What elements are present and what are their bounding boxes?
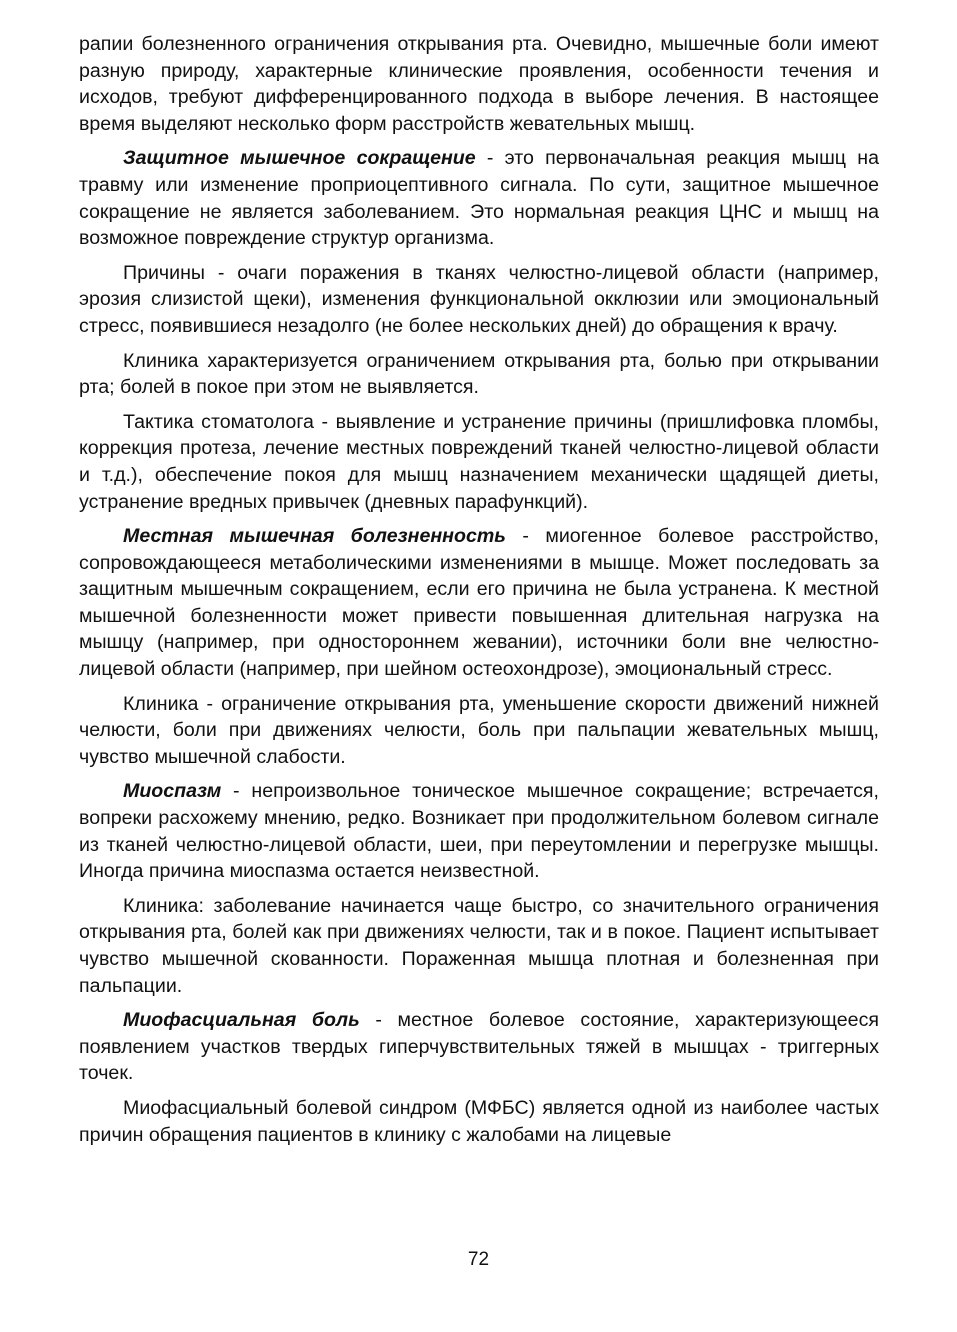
paragraph-text: - местное болевое состояние, характеризующееся появлением участков твердых гиперчувствительных тяжей в мышцах - триггерных точек.	[79, 1009, 879, 1085]
term-heading: Миоспазм	[123, 780, 222, 803]
paragraph	[79, 1095, 879, 1148]
paragraph	[79, 260, 879, 340]
paragraph	[79, 1007, 879, 1087]
paragraph	[79, 523, 879, 683]
paragraph	[79, 409, 879, 515]
paragraph	[79, 145, 879, 251]
term-heading: Миофасциальная боль	[123, 1009, 360, 1032]
paragraph-text: - это первоначальная реакция мышц на травму или изменение проприоцептивного сигнала. По сути, защитное мышечное сокращение не является заболеванием. Это нормальная реакция ЦНС и мышц на возможное повреждение структур организма.	[79, 147, 879, 250]
page-number: 72	[467, 1249, 490, 1270]
paragraph	[79, 31, 879, 137]
paragraph-text: Причины - очаги поражения в тканях челюстно-лицевой области (например, эрозия слизистой щеки), изменения функциональной окклюзии или эмоциональный стресс, появившиеся незадолго (не более нескольких дней) до обращения к врачу.	[79, 261, 879, 337]
term-heading: Местная мышечная болезненность	[123, 525, 506, 548]
paragraph-text: Тактика стоматолога - выявление и устранение причины (пришлифовка пломбы, коррекция протеза, лечение местных повреждений тканей челюстно-лицевой области и т.д.), обеспечение покоя для мышц назначением механически щадящей диеты, устранение вредных привычек (дневных парафункций).	[79, 410, 879, 513]
paragraph-text: Клиника - ограничение открывания рта, уменьшение скорости движений нижней челюсти, боли при движениях челюсти, боль при пальпации жевательных мышц, чувство мышечной слабости.	[79, 692, 879, 768]
paragraph-text: рапии болезненного ограничения открывания рта. Очевидно, мышечные боли имеют разную природу, характерные клинические проявления, особенности течения и исходов, требуют дифференцированного подхода в выборе лечения. В настоящее время выделяют несколько форм расстройств жевательных мышц.	[79, 33, 879, 135]
paragraph-text: - миогенное болевое расстройство, сопровождающееся метаболическими изменениями в мышце. Может последовать за защитным мышечным сокращением, если его причина не была устранена. К местной мышечной болезненности может привести повышенная длительная нагрузка на мышцу (например, при одностороннем жевании), источники боли вне челюстно-лицевой области (например, при шейном остеохондрозе), эмоциональный стресс.	[79, 525, 879, 681]
paragraph	[79, 348, 879, 401]
paragraph	[79, 778, 879, 884]
paragraph-text: Миофасциальный болевой синдром (МФБС) является одной из наиболее частых причин обращения пациентов в клинику с жалобами на лицевые	[79, 1096, 879, 1146]
paragraph-text: Клиника характеризуется ограничением открывания рта, болью при открывании рта; болей в покое при этом не выявляется.	[79, 349, 879, 399]
term-heading: Защитное мышечное сокращение	[123, 147, 476, 170]
paragraph	[79, 691, 879, 771]
paragraph	[79, 893, 879, 999]
page-body	[79, 31, 879, 1156]
paragraph-text: - непроизвольное тоническое мышечное сокращение; встречается, вопреки расхожему мнению, редко. Возникает при продолжительном болевом сигнале из тканей челюстно-лицевой области, шеи, при переутомлении и перегрузке мышцы. Иногда причина миоспазма остается неизвестной.	[79, 780, 879, 883]
paragraph-text: Клиника: заболевание начинается чаще быстро, со значительного ограничения открывания рта, болей как при движениях челюсти, так и в покое. Пациент испытывает чувство мышечной скованности. Пораженная мышца плотная и болезненная при пальпации.	[79, 894, 879, 997]
